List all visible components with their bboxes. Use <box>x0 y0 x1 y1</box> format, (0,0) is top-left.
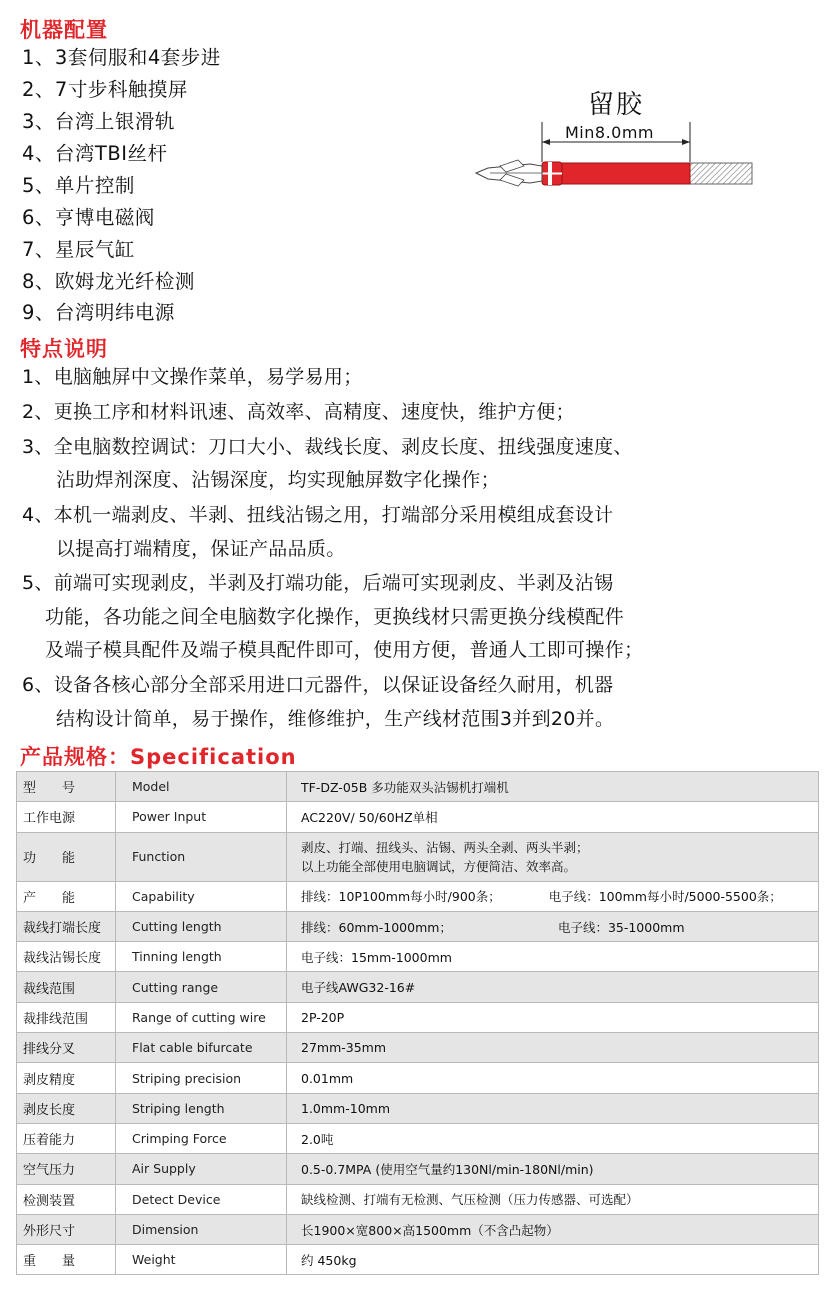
feature-line: 6、设备各核心部分全部采用进口元器件，以保证设备经久耐用，机器 <box>22 674 614 696</box>
spec-label-en: Striping length <box>116 1093 287 1123</box>
spec-value: TF-DZ-05B 多功能双头沾锡机打端机 <box>287 772 819 802</box>
feature-line: 1、电脑触屏中文操作菜单，易学易用； <box>22 366 363 388</box>
spec-label-cn: 检测装置 <box>17 1184 116 1214</box>
feature-line: 5、前端可实现剥皮，半剥及打端功能，后端可实现剥皮、半剥及沾锡 <box>22 572 614 594</box>
spec-row <box>17 911 819 941</box>
config-item: 8、欧姆龙光纤检测 <box>22 270 195 293</box>
feature-line: 4、本机一端剥皮、半剥、扭线沾锡之用，打端部分采用模组成套设计 <box>22 504 614 526</box>
config-item: 5、单片控制 <box>22 174 135 197</box>
spec-label-cn: 工作电源 <box>17 802 116 832</box>
spec-title: 产品规格：Specification <box>20 745 297 769</box>
feature-line: 及端子模具配件及端子模具配件即可，使用方便，普通人工即可操作； <box>45 639 644 661</box>
spec-value: 缺线检测、打端有无检测、气压检测（压力传感器、可选配） <box>287 1184 819 1214</box>
min-dimension-label: Min8.0mm <box>565 123 655 142</box>
spec-label-en: Weight <box>116 1245 287 1275</box>
spec-label-en: Tinning length <box>116 942 287 972</box>
feature-line: 功能，各功能之间全电脑数字化操作，更换线材只需更换分线模配件 <box>45 606 625 628</box>
spec-value-part: 排线：60mm-1000mm； <box>301 919 452 935</box>
spec-label-cn: 空气压力 <box>17 1154 116 1184</box>
spec-label-en: Detect Device <box>116 1184 287 1214</box>
feature-line: 2、更换工序和材料讯速、高效率、高精度、速度快，维护方便； <box>22 401 575 423</box>
feature-line: 结构设计简单，易于操作，维修维护，生产线材范围3并到20并。 <box>56 708 615 730</box>
spec-value <box>287 911 819 941</box>
spec-row <box>17 1123 819 1153</box>
spec-label-en: Cutting length <box>116 911 287 941</box>
spec-value: 约 450kg <box>287 1245 819 1275</box>
config-item: 4、台湾TBI丝杆 <box>22 142 168 165</box>
spec-value-part: 电子线：100mm每小时/5000-5500条； <box>548 889 782 905</box>
spec-value: 电子线：15mm-1000mm <box>287 942 819 972</box>
spec-value: 2P-20P <box>287 1002 819 1032</box>
spec-value: 2.0吨 <box>287 1123 819 1153</box>
spec-row <box>17 972 819 1002</box>
config-item: 6、亨博电磁阀 <box>22 206 155 229</box>
spec-value: 27mm-35mm <box>287 1033 819 1063</box>
config-item: 2、7寸步科触摸屏 <box>22 78 188 101</box>
spec-row <box>17 1002 819 1032</box>
spec-label-cn: 外形尺寸 <box>17 1214 116 1244</box>
spec-label-cn: 裁线沾锡长度 <box>17 942 116 972</box>
spec-label-en: Flat cable bifurcate <box>116 1033 287 1063</box>
spec-row <box>17 1063 819 1093</box>
spec-label-en: Function <box>116 832 287 881</box>
spec-value-part: 电子线：35-1000mm <box>557 919 685 935</box>
feature-line: 沾助焊剂深度、沾锡深度，均实现触屏数字化操作； <box>56 469 500 491</box>
spec-value: 0.01mm <box>287 1063 819 1093</box>
spec-label-cn: 重 量 <box>17 1245 116 1275</box>
features-title: 特点说明 <box>20 337 108 361</box>
spec-label-cn: 裁线打端长度 <box>17 911 116 941</box>
glue-label: 留胶 <box>588 90 645 120</box>
spec-label-cn: 型 号 <box>17 772 116 802</box>
spec-label-en: Dimension <box>116 1214 287 1244</box>
wire-diagram <box>470 80 760 200</box>
wire-diagram-drawing <box>470 80 760 200</box>
spec-label-cn: 剥皮长度 <box>17 1093 116 1123</box>
spec-value-line: 剥皮、打端、扭线头、沾锡、两头全剥、两头半剥； <box>301 839 589 855</box>
spec-label-en: Crimping Force <box>116 1123 287 1153</box>
spec-label-en: Striping precision <box>116 1063 287 1093</box>
spec-value: 0.5-0.7MPA (使用空气量约130Nl/min-180Nl/min) <box>287 1154 819 1184</box>
spec-label-en: Capability <box>116 881 287 911</box>
spec-value: AC220V/ 50/60HZ单相 <box>287 802 819 832</box>
config-title: 机器配置 <box>20 18 108 42</box>
spec-label-cn: 功 能 <box>17 832 116 881</box>
spec-row <box>17 772 819 802</box>
config-item: 7、星辰气缸 <box>22 238 135 261</box>
spec-row <box>17 1214 819 1244</box>
spec-row <box>17 881 819 911</box>
spec-value-line: 以上功能全部使用电脑调试，方便简洁、效率高。 <box>301 858 577 874</box>
spec-label-cn: 剥皮精度 <box>17 1063 116 1093</box>
spec-value-part: 排线：10P100mm每小时/900条； <box>301 889 501 905</box>
spec-row <box>17 1245 819 1275</box>
spec-row <box>17 1154 819 1184</box>
spec-row <box>17 1184 819 1214</box>
spec-value: 电子线AWG32-16# <box>287 972 819 1002</box>
spec-label-en: Power Input <box>116 802 287 832</box>
spec-label-cn: 产 能 <box>17 881 116 911</box>
spec-label-cn: 压着能力 <box>17 1123 116 1153</box>
config-item: 3、台湾上银滑轨 <box>22 110 175 133</box>
spec-label-en: Range of cutting wire <box>116 1002 287 1032</box>
spec-row <box>17 832 819 881</box>
spec-value <box>287 881 819 911</box>
spec-value: 长1900×宽800×高1500mm（不含凸起物） <box>287 1214 819 1244</box>
spec-label-cn: 排线分叉 <box>17 1033 116 1063</box>
spec-label-en: Cutting range <box>116 972 287 1002</box>
spec-label-en: Air Supply <box>116 1154 287 1184</box>
spec-row <box>17 1093 819 1123</box>
spec-label-cn: 裁排线范围 <box>17 1002 116 1032</box>
spec-row <box>17 1033 819 1063</box>
config-item: 9、台湾明纬电源 <box>22 301 175 324</box>
spec-label-en: Model <box>116 772 287 802</box>
config-item: 1、3套伺服和4套步进 <box>22 46 221 69</box>
feature-line: 3、全电脑数控调试：刀口大小、裁线长度、剥皮长度、扭线强度速度、 <box>22 436 633 458</box>
spec-row <box>17 942 819 972</box>
feature-line: 以提高打端精度，保证产品品质。 <box>56 538 346 560</box>
spec-table <box>16 771 819 1275</box>
spec-value: 1.0mm-10mm <box>287 1093 819 1123</box>
spec-value <box>287 832 819 881</box>
spec-label-cn: 裁线范围 <box>17 972 116 1002</box>
spec-row <box>17 802 819 832</box>
